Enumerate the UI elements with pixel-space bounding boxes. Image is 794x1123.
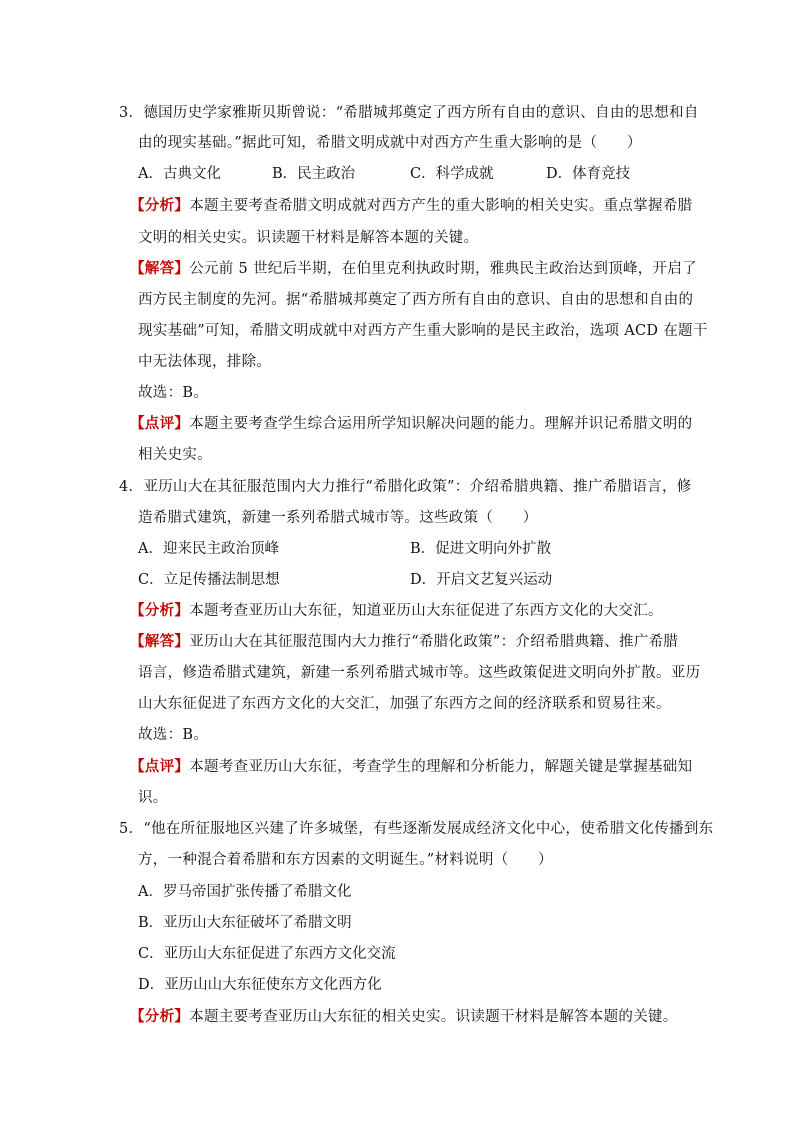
q3-analysis-line1 [130,196,692,216]
q3-option-c: C．科学成就 [410,166,494,182]
q5-option-c: C．亚历山大东征促进了东西方文化交流 [138,946,396,962]
q4-stem-line1: 4．亚历山大在其征服范围内大力推行“希腊化政策”：介绍希腊典籍、推广希腊语言，修 [119,479,692,495]
q3-option-b: B．民主政治 [272,166,356,182]
q4-option-c: C．立足传播法制思想 [138,572,280,588]
q3-answer-text1: 公元前 5 世纪后半期，在伯里克利执政时期，雅典民主政治达到顶峰，开启了 [189,261,697,277]
q3-answer-line3: 现实基础”可知，希腊文明成就中对西方产生重大影响的是民主政治，选项 ACD 在题干 [138,323,708,339]
q5-stem-line1: 5．“他在所征服地区兴建了许多城堡，有些逐渐发展成经济文化中心，使希腊文化传播到东 [119,821,714,837]
q3-option-a: A．古典文化 [138,166,221,182]
q4-analysis-line1 [130,601,663,621]
analysis-tag: 【分析】 [130,197,190,214]
q3-choice: 故选：B。 [138,385,209,401]
q5-stem-line2: 方，一种混合着希腊和东方因素的文明诞生。”材料说明（ ） [138,852,553,868]
q5-analysis-line1 [130,1007,678,1027]
q3-comment-line1 [130,414,692,434]
answer-tag: 【解答】 [130,633,190,650]
q4-comment-text1: 本题考查亚历山大东征，考查学生的理解和分析能力，解题关键是掌握基础知 [189,759,693,775]
q3-analysis-line2: 文明的相关史实。识读题干材料是解答本题的关键。 [138,230,479,246]
answer-tag: 【解答】 [130,260,190,277]
q5-analysis-text1: 本题主要考查亚历山大东征的相关史实。识读题干材料是解答本题的关键。 [189,1009,678,1025]
q5-option-b: B．亚历山大东征破坏了希腊文明 [138,915,352,931]
analysis-tag: 【分析】 [130,602,190,619]
q4-option-a: A．迎来民主政治顶峰 [138,541,279,557]
q4-comment-line1 [130,757,692,777]
q3-comment-text1: 本题主要考查学生综合运用所学知识解决问题的能力。理解并识记希腊文明的 [189,416,693,432]
q4-choice: 故选：B。 [138,727,209,743]
q4-comment-line2: 识。 [138,790,168,806]
q3-comment-line2: 相关史实。 [138,447,212,463]
q3-answer-line1 [130,259,697,279]
comment-tag: 【点评】 [130,758,190,775]
q3-stem-line2: 由的现实基础。”据此可知，希腊文明成就中对西方产生重大影响的是（ ） [138,135,642,151]
q3-stem-line1: 3．德国历史学家雅斯贝斯曾说：“希腊城邦奠定了西方所有自由的意识、自由的思想和自 [119,105,699,121]
q4-answer-line2: 语言，修造希腊式建筑，新建一系列希腊式城市等。这些政策促进文明向外扩散。亚历 [138,665,701,681]
q4-answer-line1 [130,632,678,652]
q4-answer-text1: 亚历山大在其征服范围内大力推行“希腊化政策”：介绍希腊典籍、推广希腊 [189,634,679,650]
q3-answer-line4: 中无法体现，排除。 [138,354,272,370]
q4-option-d: D．开启文艺复兴运动 [410,572,553,588]
q4-analysis-text1: 本题考查亚历山大东征，知道亚历山大东征促进了东西方文化的大交汇。 [189,603,663,619]
analysis-tag: 【分析】 [130,1008,190,1025]
q5-option-a: A．罗马帝国扩张传播了希腊文化 [138,884,352,900]
q4-stem-line2: 造希腊式建筑，新建一系列希腊式城市等。这些政策（ ） [138,510,538,526]
q4-option-b: B．促进文明向外扩散 [410,541,552,557]
comment-tag: 【点评】 [130,415,190,432]
q3-option-d: D．体育竞技 [546,166,631,182]
q4-answer-line3: 山大东征促进了东西方文化的大交汇，加强了东西方之间的经济联系和贸易往来。 [138,696,671,712]
q3-answer-line2: 西方民主制度的先河。据“希腊城邦奠定了西方所有自由的意识、自由的思想和自由的 [138,292,694,308]
q5-option-d: D．亚历山山大东征使东方文化西方化 [138,977,382,993]
q3-analysis-text1: 本题主要考查希腊文明成就对西方产生的重大影响的相关史实。重点掌握希腊 [189,198,693,214]
